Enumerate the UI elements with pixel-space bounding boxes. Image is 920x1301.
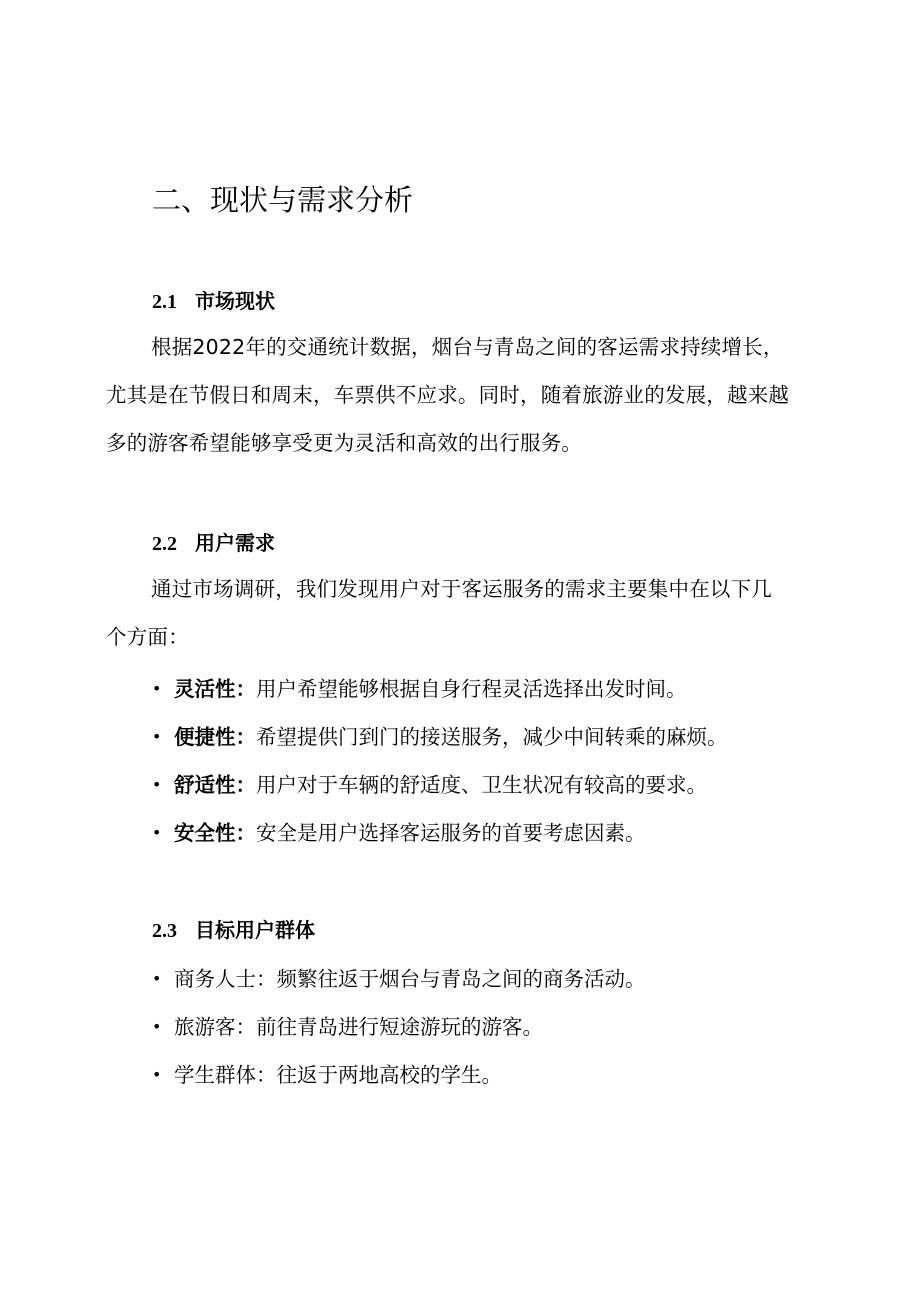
bullet-icon: • <box>152 1017 162 1036</box>
list-item-text: 希望提供门到门的接送服务，减少中间转乘的麻烦。 <box>256 725 728 749</box>
list-item-text: 商务人士：频繁往返于烟台与青岛之间的商务活动。 <box>174 967 646 991</box>
bullet-icon: • <box>152 679 162 698</box>
list-item-text: 用户希望能够根据自身行程灵活选择出发时间。 <box>256 677 687 701</box>
list-item <box>152 955 646 1003</box>
list-item-text: 学生群体：往返于两地高校的学生。 <box>174 1063 502 1087</box>
target-users-list <box>152 955 646 1099</box>
bullet-icon: • <box>152 823 162 842</box>
paragraph-user-needs <box>106 565 821 661</box>
list-item <box>152 713 728 761</box>
bullet-icon: • <box>152 775 162 794</box>
subsection-title: 用户需求 <box>195 531 275 555</box>
bullet-icon: • <box>152 727 162 746</box>
section-title: 二、现状与需求分析 <box>152 183 414 217</box>
list-item-text: 安全是用户选择客运服务的首要考虑因素。 <box>256 821 646 845</box>
list-item <box>152 1003 646 1051</box>
list-item-term: 灵活性： <box>174 677 256 701</box>
subsection-number: 2.1 <box>152 291 177 313</box>
bullet-icon: • <box>152 1065 162 1084</box>
subsection-heading-2-2 <box>152 528 275 559</box>
paragraph-line: 个方面： <box>106 625 189 649</box>
subsection-number: 2.3 <box>152 920 177 942</box>
list-item <box>152 809 728 857</box>
list-item-term: 安全性： <box>174 821 256 845</box>
paragraph-line: 通过市场调研，我们发现用户对于客运服务的需求主要集中在以下几 <box>151 577 772 601</box>
user-needs-list <box>152 665 728 857</box>
list-item-text: 用户对于车辆的舒适度、卫生状况有较高的要求。 <box>256 773 707 797</box>
list-item <box>152 665 728 713</box>
paragraph-market-status <box>106 323 821 467</box>
subsection-title: 目标用户群体 <box>195 918 315 942</box>
paragraph-line: 根据2022年的交通统计数据，烟台与青岛之间的客运需求持续增长， <box>151 335 784 359</box>
subsection-title: 市场现状 <box>195 289 275 313</box>
list-item-term: 便捷性： <box>174 725 256 749</box>
paragraph-line: 尤其是在节假日和周末，车票供不应求。同时，随着旅游业的发展，越来越 <box>106 383 790 407</box>
list-item-text: 旅游客：前往青岛进行短途游玩的游客。 <box>174 1015 543 1039</box>
subsection-heading-2-1 <box>152 286 275 317</box>
list-item <box>152 761 728 809</box>
paragraph-line: 多的游客希望能够享受更为灵活和高效的出行服务。 <box>106 431 583 455</box>
list-item-term: 舒适性： <box>174 773 256 797</box>
subsection-heading-2-3 <box>152 915 315 946</box>
subsection-number: 2.2 <box>152 533 177 555</box>
list-item <box>152 1051 646 1099</box>
bullet-icon: • <box>152 969 162 988</box>
